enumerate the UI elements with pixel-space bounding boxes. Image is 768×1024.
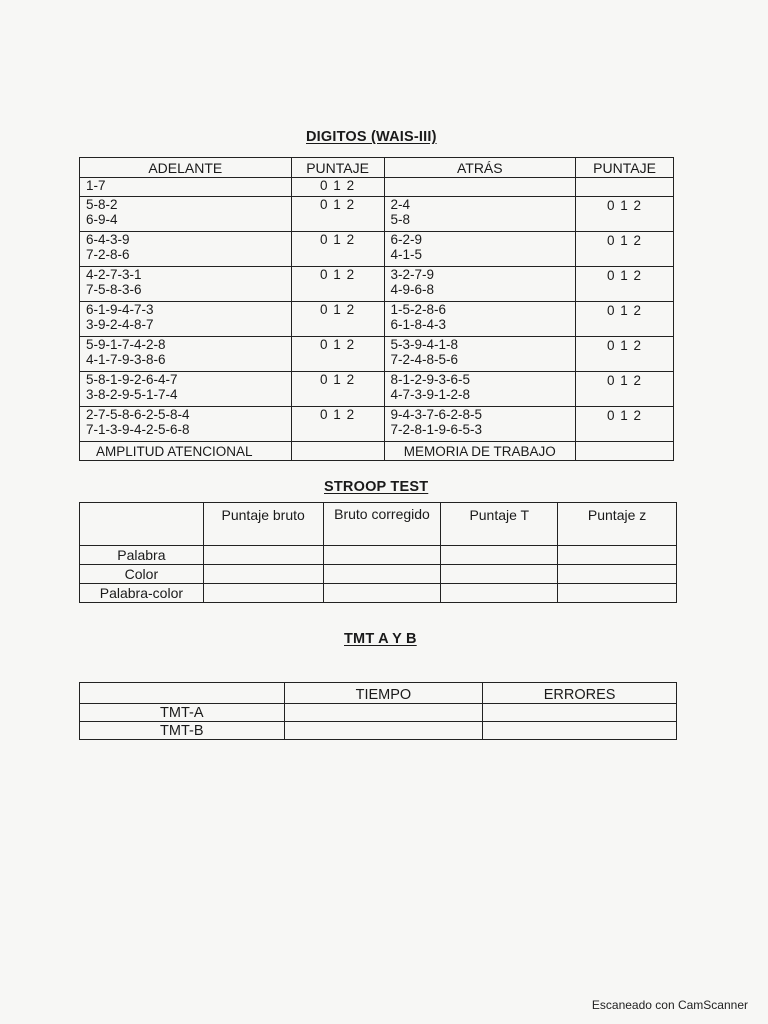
stroop-header-puntaje-z: Puntaje z xyxy=(558,503,677,546)
forward-score-options[interactable]: 0 1 2 xyxy=(291,232,384,267)
backward-sequence: 4-1-5 xyxy=(390,247,423,262)
tmt-row-label: TMT-A xyxy=(80,704,285,722)
tmt-header-errores: ERRORES xyxy=(483,683,677,704)
stroop-input-cell[interactable] xyxy=(323,565,441,584)
camscanner-footer: Escaneado con CamScanner xyxy=(591,998,748,1012)
forward-score-options[interactable]: 0 1 2 xyxy=(291,197,384,232)
backward-score-options[interactable]: 0 1 2 xyxy=(576,372,674,407)
backward-sequence: 5-8 xyxy=(390,212,411,227)
forward-sequence: 2-7-5-8-6-2-5-8-4 xyxy=(86,407,190,422)
amplitud-atencional-label: AMPLITUD ATENCIONAL xyxy=(80,442,292,461)
amplitud-atencional-score[interactable] xyxy=(291,442,384,461)
tmt-input-cell[interactable] xyxy=(483,704,677,722)
tmt-row xyxy=(80,722,677,740)
backward-score-options[interactable]: 0 1 2 xyxy=(576,197,674,232)
stroop-input-cell[interactable] xyxy=(323,546,441,565)
forward-score-options[interactable]: 0 1 2 xyxy=(291,407,384,442)
backward-sequence: 5-3-9-4-1-8 xyxy=(390,337,459,352)
stroop-row-label: Color xyxy=(80,565,204,584)
backward-sequence: 7-2-8-1-9-6-5-3 xyxy=(390,422,483,437)
forward-sequence: 1-7 xyxy=(86,178,106,193)
backward-sequence-cell xyxy=(384,407,576,442)
stroop-input-cell[interactable] xyxy=(558,584,677,603)
stroop-row xyxy=(80,565,677,584)
forward-sequence-cell xyxy=(80,178,292,197)
digitos-footer-row xyxy=(80,442,674,461)
forward-score-options[interactable]: 0 1 2 xyxy=(291,337,384,372)
memoria-trabajo-score[interactable] xyxy=(576,442,674,461)
header-puntaje-backward: PUNTAJE xyxy=(576,158,674,178)
backward-score-options[interactable]: 0 1 2 xyxy=(576,407,674,442)
header-puntaje-forward: PUNTAJE xyxy=(291,158,384,178)
forward-sequence: 4-2-7-3-1 xyxy=(86,267,142,282)
stroop-table xyxy=(79,502,677,603)
backward-sequence: 3-2-7-9 xyxy=(390,267,435,282)
backward-sequence: 1-5-2-8-6 xyxy=(390,302,447,317)
backward-sequence: 6-1-8-4-3 xyxy=(390,317,447,332)
backward-sequence: 4-7-3-9-1-2-8 xyxy=(390,387,471,402)
stroop-row-label: Palabra xyxy=(80,546,204,565)
digitos-row xyxy=(80,267,674,302)
tmt-header-row xyxy=(80,683,677,704)
forward-sequence-cell xyxy=(80,302,292,337)
stroop-input-cell[interactable] xyxy=(203,584,323,603)
backward-sequence-cell xyxy=(384,372,576,407)
forward-sequence: 7-1-3-9-4-2-5-6-8 xyxy=(86,422,190,437)
tmt-row-label: TMT-B xyxy=(80,722,285,740)
forward-sequence: 3-8-2-9-5-1-7-4 xyxy=(86,387,178,402)
forward-sequence-cell xyxy=(80,372,292,407)
digitos-row xyxy=(80,178,674,197)
digitos-row xyxy=(80,197,674,232)
digitos-header-row xyxy=(80,158,674,178)
forward-sequence: 4-1-7-9-3-8-6 xyxy=(86,352,166,367)
forward-sequence: 6-9-4 xyxy=(86,212,118,227)
tmt-corner-cell xyxy=(80,683,285,704)
forward-sequence-cell xyxy=(80,197,292,232)
forward-score-options[interactable]: 0 1 2 xyxy=(291,302,384,337)
digitos-row xyxy=(80,232,674,267)
stroop-input-cell[interactable] xyxy=(441,546,558,565)
tmt-body xyxy=(80,704,677,740)
stroop-corner-cell xyxy=(80,503,204,546)
backward-sequence: 9-4-3-7-6-2-8-5 xyxy=(390,407,483,422)
backward-score-options[interactable]: 0 1 2 xyxy=(576,267,674,302)
forward-sequence: 5-8-2 xyxy=(86,197,118,212)
backward-sequence-cell xyxy=(384,178,576,197)
stroop-input-cell[interactable] xyxy=(558,546,677,565)
backward-sequence-cell xyxy=(384,337,576,372)
tmt-header-tiempo: TIEMPO xyxy=(284,683,483,704)
tmt-input-cell[interactable] xyxy=(483,722,677,740)
backward-sequence: 6-2-9 xyxy=(390,232,423,247)
stroop-header-row xyxy=(80,503,677,546)
forward-sequence-cell xyxy=(80,407,292,442)
digitos-body xyxy=(80,178,674,442)
tmt-table xyxy=(79,682,677,740)
backward-sequence: 8-1-2-9-3-6-5 xyxy=(390,372,471,387)
digitos-table xyxy=(79,157,674,461)
tmt-title: TMT A Y B xyxy=(344,631,417,647)
tmt-input-cell[interactable] xyxy=(284,704,483,722)
backward-sequence-cell xyxy=(384,302,576,337)
digitos-row xyxy=(80,372,674,407)
stroop-header-puntaje-bruto: Puntaje bruto xyxy=(203,503,323,546)
forward-score-options[interactable]: 0 1 2 xyxy=(291,267,384,302)
stroop-header-puntaje-t: Puntaje T xyxy=(441,503,558,546)
digitos-title: DIGITOS (WAIS-III) xyxy=(306,129,437,145)
stroop-input-cell[interactable] xyxy=(441,584,558,603)
stroop-body xyxy=(80,546,677,603)
forward-sequence: 6-1-9-4-7-3 xyxy=(86,302,154,317)
stroop-input-cell[interactable] xyxy=(323,584,441,603)
forward-sequence-cell xyxy=(80,337,292,372)
forward-sequence: 6-4-3-9 xyxy=(86,232,130,247)
backward-sequence-cell xyxy=(384,267,576,302)
backward-sequence-cell xyxy=(384,197,576,232)
stroop-input-cell[interactable] xyxy=(441,565,558,584)
forward-sequence: 7-2-8-6 xyxy=(86,247,130,262)
header-adelante: ADELANTE xyxy=(80,158,292,178)
digitos-row xyxy=(80,302,674,337)
forward-score-options[interactable]: 0 1 2 xyxy=(291,178,384,197)
stroop-input-cell[interactable] xyxy=(203,546,323,565)
forward-sequence: 5-9-1-7-4-2-8 xyxy=(86,337,166,352)
forward-sequence-cell xyxy=(80,267,292,302)
forward-sequence: 3-9-2-4-8-7 xyxy=(86,317,154,332)
stroop-input-cell[interactable] xyxy=(558,565,677,584)
tmt-row xyxy=(80,704,677,722)
tmt-input-cell[interactable] xyxy=(284,722,483,740)
forward-sequence: 7-5-8-3-6 xyxy=(86,282,142,297)
memoria-trabajo-label: MEMORIA DE TRABAJO xyxy=(384,442,576,461)
forward-sequence: 5-8-1-9-2-6-4-7 xyxy=(86,372,178,387)
forward-sequence-cell xyxy=(80,232,292,267)
forward-score-options[interactable]: 0 1 2 xyxy=(291,372,384,407)
digitos-row xyxy=(80,407,674,442)
stroop-row-label: Palabra-color xyxy=(80,584,204,603)
stroop-input-cell[interactable] xyxy=(203,565,323,584)
stroop-row xyxy=(80,584,677,603)
backward-sequence: 4-9-6-8 xyxy=(390,282,435,297)
backward-score-options[interactable]: 0 1 2 xyxy=(576,337,674,372)
stroop-row xyxy=(80,546,677,565)
backward-score-options[interactable] xyxy=(576,178,674,197)
backward-score-options[interactable]: 0 1 2 xyxy=(576,232,674,267)
backward-sequence: 7-2-4-8-5-6 xyxy=(390,352,459,367)
backward-score-options[interactable]: 0 1 2 xyxy=(576,302,674,337)
stroop-header-bruto-corregido: Bruto corregido xyxy=(323,503,441,546)
header-atras: ATRÁS xyxy=(384,158,576,178)
digitos-row xyxy=(80,337,674,372)
backward-sequence: 2-4 xyxy=(390,197,411,212)
stroop-title: STROOP TEST xyxy=(324,479,429,495)
backward-sequence-cell xyxy=(384,232,576,267)
